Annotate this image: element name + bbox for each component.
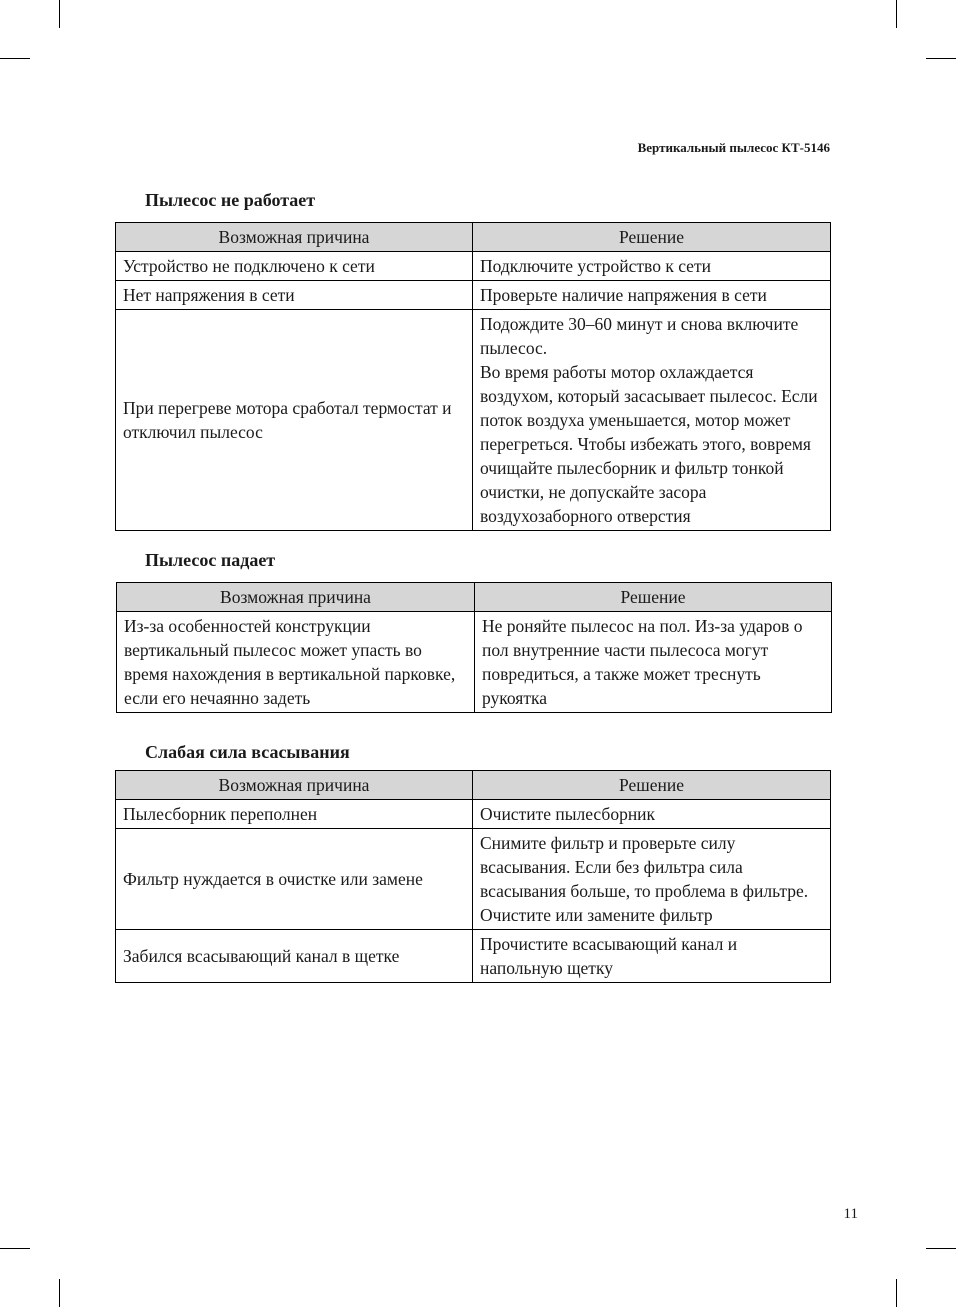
- running-header: Вертикальный пылесос КТ-5146: [637, 140, 830, 155]
- cause-cell: Нет напряжения в сети: [116, 281, 473, 310]
- solution-cell: Подключите устройство к сети: [473, 252, 831, 281]
- page-number: 11: [843, 1206, 858, 1222]
- table-row: [116, 252, 831, 281]
- crop-mark: [896, 0, 897, 28]
- solution-cell: Не роняйте пылесос на пол. Из-за ударов о пол внутренние части пылесоса могут повредиться, а также может треснуть рукоятка: [475, 612, 832, 713]
- column-header-solution: Решение: [473, 771, 831, 800]
- solution-cell: Прочистите всасывающий канал и напольную щетку: [473, 930, 831, 983]
- column-header-cause: Возможная причина: [116, 223, 473, 252]
- table-row: [116, 829, 831, 930]
- table-row: [116, 800, 831, 829]
- solution-cell: Очистите пылесборник: [473, 800, 831, 829]
- cause-cell: Забился всасывающий канал в щетке: [116, 930, 473, 983]
- cause-cell: Из-за особенностей конструкции вертикальный пылесос может упасть во время нахождения в вертикальной парковке, если его нечаянно задеть: [117, 612, 475, 713]
- section-title: Пылесос не работает: [145, 190, 316, 210]
- solution-cell: Проверьте наличие напряжения в сети: [473, 281, 831, 310]
- crop-mark: [926, 58, 956, 59]
- table-row: [117, 612, 832, 713]
- crop-mark: [0, 58, 30, 59]
- cause-cell: При перегреве мотора сработал термостат и отключил пылесос: [116, 310, 473, 531]
- column-header-solution: Решение: [473, 223, 831, 252]
- table-header-row: [116, 771, 831, 800]
- troubleshooting-table: [115, 222, 831, 531]
- column-header-cause: Возможная причина: [117, 583, 475, 612]
- column-header-cause: Возможная причина: [116, 771, 473, 800]
- cause-cell: Фильтр нуждается в очистке или замене: [116, 829, 473, 930]
- crop-mark: [896, 1279, 897, 1307]
- crop-mark: [0, 1248, 30, 1249]
- table-row: [116, 310, 831, 531]
- troubleshooting-table: [116, 582, 832, 713]
- solution-cell: Подождите 30–60 минут и снова включите пылесос. Во время работы мотор охлаждается воздухом, который засасывает пылесос. Если поток воздуха уменьшается, мотор может перегреться. Чтобы избежать этого, вовремя очищайте пылесборник и фильтр тонкой очистки, не допускайте засора воздухозаборного отверстия: [473, 310, 831, 531]
- crop-mark: [59, 0, 60, 28]
- table-header-row: [117, 583, 832, 612]
- crop-mark: [59, 1279, 60, 1307]
- column-header-solution: Решение: [475, 583, 832, 612]
- solution-cell: Снимите фильтр и проверьте силу всасывания. Если без фильтра сила всасывания больше, то проблема в фильтре. Очистите или замените фильтр: [473, 829, 831, 930]
- cause-cell: Устройство не подключено к сети: [116, 252, 473, 281]
- troubleshooting-table: [115, 770, 831, 983]
- crop-mark: [926, 1248, 956, 1249]
- table-row: [116, 281, 831, 310]
- section-title: Пылесос падает: [145, 550, 276, 570]
- table-header-row: [116, 223, 831, 252]
- cause-cell: Пылесборник переполнен: [116, 800, 473, 829]
- section-title: Слабая сила всасывания: [145, 742, 350, 762]
- table-row: [116, 930, 831, 983]
